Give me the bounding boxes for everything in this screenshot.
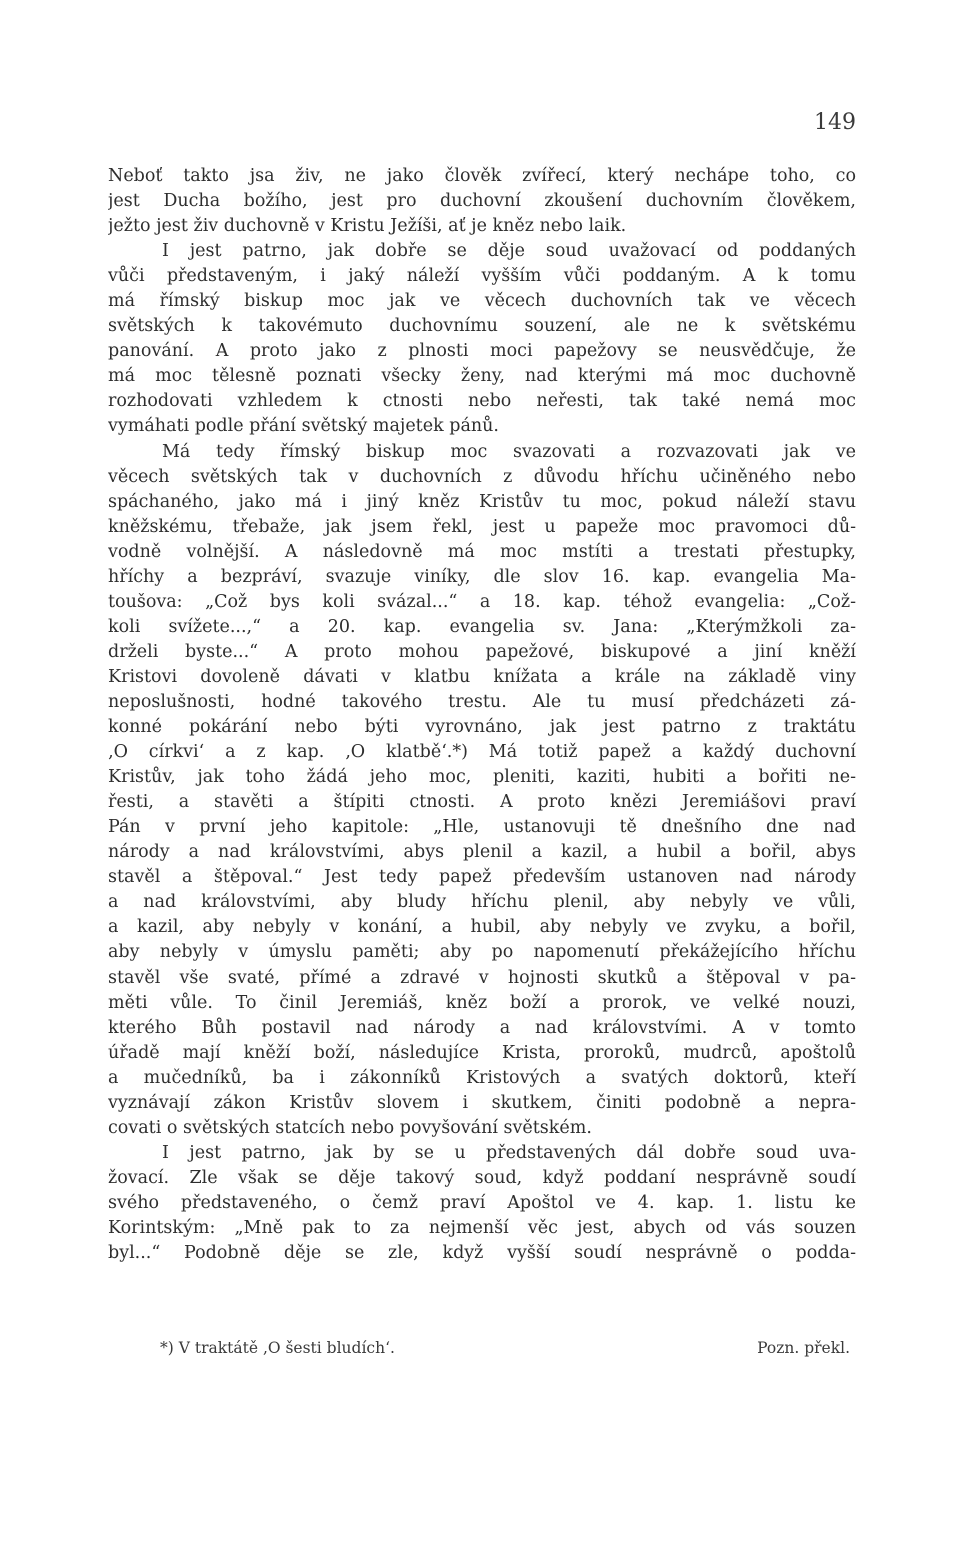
- text-line: Neboť takto jsa živ, ne jako člověk zvířecí, který nechápe toho, co: [108, 166, 856, 186]
- text-line: hříchy a bezpráví, svazuje viníky, dle slov 16. kap. evangelia Ma-: [108, 566, 856, 587]
- text-line: národy a nad královstvími, abys plenil a kazil, a hubil a bořil, abys: [108, 842, 856, 863]
- text-line: drželi byste...“ A proto mohou papežové, biskupové a jiní kněží: [108, 641, 856, 662]
- text-line: a mučedníků, ba i zákonníků Kristových a svatých doktorů, kteří: [108, 1067, 856, 1088]
- text-line: světských k takovémuto duchovnímu souzení, ale ne k světskému: [108, 316, 856, 337]
- text-line: a nad královstvími, aby bludy hříchu plenil, aby nebyly ve vůli,: [108, 892, 856, 913]
- text-line: vyznávají zákon Kristův slovem i skutkem, činiti podobně a nepra-: [108, 1092, 856, 1113]
- text-line: konné pokárání nebo býti vyrovnáno, jak jest patrno z traktátu: [108, 717, 856, 738]
- text-line: kněžskému, třebaže, jak jsem řekl, jest u papeže moc pravomoci dů-: [108, 516, 856, 537]
- text-line: Pán v první jeho kapitole: „Hle, ustanovuji tě dnešního dne nad: [108, 817, 856, 838]
- text-line: vodně volnější. A následovně má moc mstíti a trestati přestupky,: [108, 541, 856, 562]
- text-line: Má tedy římský biskup moc svazovati a rozvazovati jak ve: [162, 441, 856, 462]
- page-number: 149: [814, 110, 856, 135]
- text-line: neposlušnosti, hodné takového trestu. Ale tu musí předcházeti zá-: [108, 691, 856, 712]
- text-line: aby nebyly v úmyslu paměti; aby po napomenutí překážejícího hříchu: [108, 942, 856, 963]
- text-line: I jest patrno, jak by se u představených dál dobře soud uva-: [162, 1142, 856, 1163]
- footnote: [160, 1336, 850, 1360]
- footnote-text: *) V traktátě ‚O šesti bludích‘.: [160, 1339, 395, 1357]
- text-line: ‚O církvi‘ a z kap. ‚O klatbě‘.*) Má totiž papež a každý duchovní: [108, 742, 856, 763]
- text-line: jest Ducha božího, jest pro duchovní zkoušení duchovním člověkem,: [108, 191, 856, 212]
- text-line: má moc tělesně poznati všecky ženy, nad kterými má moc duchovně: [108, 366, 856, 387]
- text-line: covati o světských statcích nebo povyšování světském.: [108, 1117, 592, 1138]
- text-line: měti vůle. To činil Jeremiáš, kněz boží a prorok, ve velké nouzi,: [108, 992, 856, 1013]
- text-line: byl...“ Podobně děje se zle, když vyšší soudí nesprávně o podda-: [108, 1243, 856, 1264]
- text-line: úřadě mají kněží boží, následujíce Krista, proroků, mudrců, apoštolů: [108, 1042, 856, 1063]
- text-line: stavěl a štěpoval.“ Jest tedy papež především ustanoven nad národy: [108, 867, 856, 888]
- text-line: věcech světských tak v duchovních z důvodu hříchu učiněného nebo: [108, 466, 856, 487]
- text-line: Korintským: „Mně pak to za nejmenší věc jest, abych od vás souzen: [108, 1217, 856, 1238]
- text-line: rozhodovati vzhledem k ctnosti nebo neřesti, tak také nemá moc: [108, 391, 856, 412]
- text-line: a kazil, aby nebyly v konání, a hubil, aby nebyly ve zvyku, a bořil,: [108, 917, 856, 938]
- text-line: vůči představeným, i jaký náleží vyšším vůči poddaným. A k tomu: [108, 266, 856, 287]
- text-line: kterého Bůh postavil nad národy a nad královstvími. A v tomto: [108, 1017, 856, 1038]
- text-line: Kristův, jak toho žádá jeho moc, pleniti, kaziti, hubiti a bořiti ne-: [108, 767, 856, 788]
- body-text: [108, 164, 856, 1266]
- text-line: spáchaného, jako má i jiný kněz Kristův tu moc, pokud náleží stavu: [108, 491, 856, 512]
- footnote-translator-note: Pozn. překl.: [757, 1339, 850, 1357]
- text-line: řesti, a stavěti a štípiti ctnosti. A proto knězi Jeremiášovi praví: [108, 792, 856, 813]
- text-line: I jest patrno, jak dobře se děje soud uvažovací od poddaných: [162, 241, 856, 262]
- text-line: stavěl vše svaté, přímé a zdravé v hojnosti skutků a štěpoval v pa-: [108, 967, 856, 988]
- text-line: koli svížete...,“ a 20. kap. evangelia sv. Jana: „Kterýmžkoli za-: [108, 616, 856, 637]
- text-line: ježto jest živ duchovně v Kristu Ježíši, ať je kněz nebo laik.: [108, 216, 627, 237]
- text-line: Kristovi dovoleně dávati v klatbu knížata a krále na základě viny: [108, 666, 856, 687]
- text-line: vymáhati podle přání světský majetek pánů.: [108, 416, 499, 437]
- text-line: svého představeného, o čemž praví Apoštol ve 4. kap. 1. listu ke: [108, 1192, 856, 1213]
- text-line: žovací. Zle však se děje takový soud, když poddaní nesprávně soudí: [108, 1167, 856, 1188]
- text-line: toušova: „Což bys koli svázal...“ a 18. kap. téhož evangelia: „Což-: [108, 591, 856, 612]
- text-line: má římský biskup moc jak ve věcech duchovních tak ve věcech: [108, 291, 856, 312]
- text-line: panování. A proto jako z plnosti moci papežovy se neusvědčuje, že: [108, 341, 856, 362]
